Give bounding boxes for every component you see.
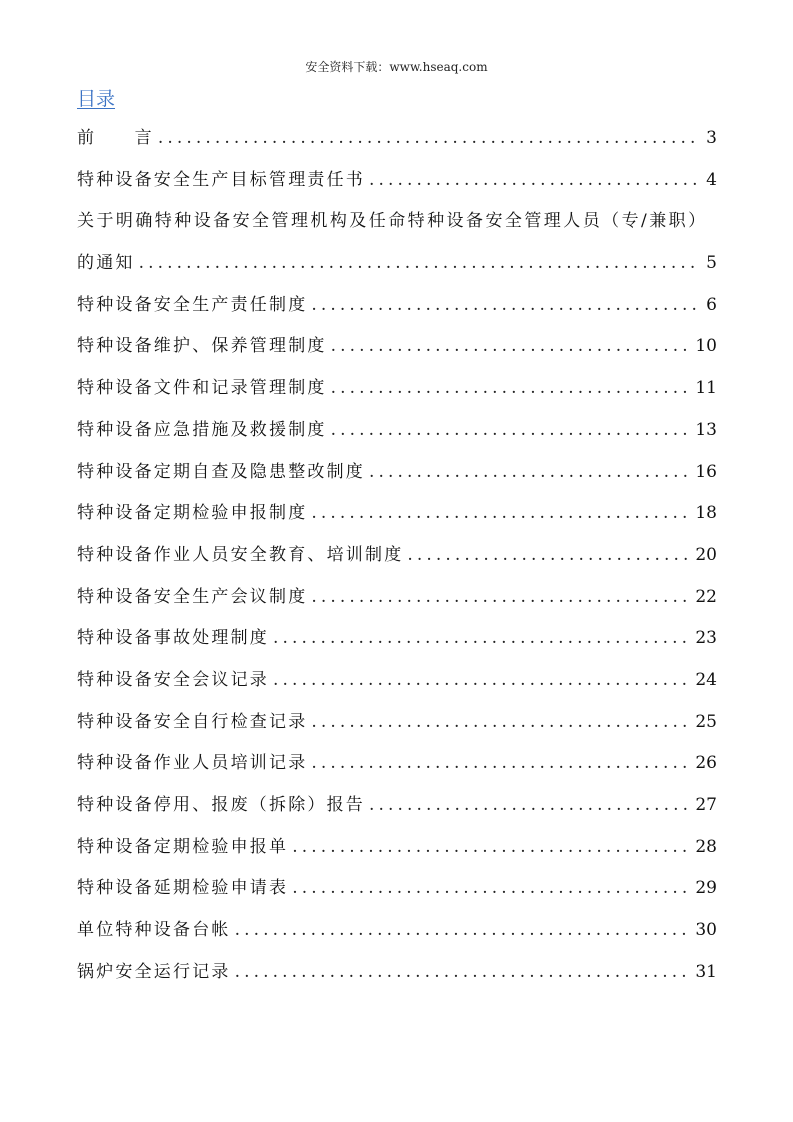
toc-entry-title: 单位特种设备台帐	[77, 920, 231, 941]
toc-entry[interactable]	[77, 368, 717, 410]
toc-entry[interactable]	[77, 702, 717, 744]
toc-entry[interactable]	[77, 952, 717, 994]
toc-entry[interactable]	[77, 910, 717, 952]
toc-entry-page: 24	[695, 669, 717, 690]
toc-entry[interactable]	[77, 743, 717, 785]
toc-entry[interactable]	[77, 868, 717, 910]
toc-entry[interactable]	[77, 326, 717, 368]
dot-leader	[369, 160, 700, 202]
toc-entry-page: 10	[695, 336, 717, 357]
toc-entry-page: 28	[695, 836, 717, 857]
toc-entry[interactable]	[77, 160, 717, 202]
dot-leader	[292, 868, 689, 910]
toc-entry-title: 特种设备安全生产目标管理责任书	[77, 169, 365, 190]
toc-entry[interactable]	[77, 493, 717, 535]
toc-entry-title: 特种设备定期检验申报单	[77, 836, 289, 857]
toc-entry-title: 特种设备维护、保养管理制度	[77, 336, 327, 357]
dot-leader	[273, 618, 689, 660]
dot-leader	[407, 535, 689, 577]
toc-entry-page: 13	[695, 419, 717, 440]
dot-leader	[139, 243, 701, 285]
toc-entry-page: 27	[695, 795, 717, 815]
toc-entry-title: 特种设备安全生产会议制度	[77, 586, 308, 607]
toc-entry-page: 26	[695, 753, 717, 774]
toc-entry-page: 23	[695, 628, 717, 649]
toc-entry-title: 关于明确特种设备安全管理机构及任命特种设备安全管理人员（专/兼职）	[77, 211, 708, 232]
dot-leader	[273, 660, 689, 702]
page-header: 安全资料下载：www.hseaq.com	[305, 60, 488, 74]
dot-leader	[369, 785, 689, 827]
dot-leader	[311, 285, 700, 327]
toc-entry[interactable]	[77, 577, 717, 619]
toc-entry-page: 6	[706, 294, 717, 315]
toc-entry[interactable]	[77, 827, 717, 869]
toc-entry-title: 前 言	[77, 128, 154, 148]
dot-leader	[311, 493, 689, 535]
toc-entry-page: 16	[695, 461, 717, 482]
toc-title[interactable]: 目录	[77, 88, 116, 110]
toc-entry-title: 特种设备事故处理制度	[77, 628, 269, 649]
dot-leader	[235, 952, 690, 994]
toc-entry-page: 4	[706, 169, 717, 190]
toc-entry-page: 22	[695, 586, 717, 607]
toc-entry-page: 5	[706, 253, 717, 274]
dot-leader	[331, 410, 690, 452]
toc-entry-title: 特种设备定期检验申报制度	[77, 503, 308, 524]
toc-entry-page: 25	[695, 711, 717, 732]
toc-entry-page: 29	[695, 878, 717, 899]
dot-leader	[369, 452, 689, 494]
toc-entry[interactable]	[77, 660, 717, 702]
toc-entry-page: 18	[695, 503, 717, 524]
dot-leader	[311, 577, 689, 619]
toc-entry[interactable]	[77, 785, 717, 827]
toc-entry[interactable]	[77, 285, 717, 327]
toc-entry-title: 特种设备安全自行检查记录	[77, 711, 308, 732]
dot-leader	[311, 743, 689, 785]
toc-entry-title: 特种设备停用、报废（拆除）报告	[77, 795, 365, 815]
toc-entry[interactable]	[77, 452, 717, 494]
toc-entry[interactable]	[77, 243, 717, 285]
dot-leader	[292, 827, 689, 869]
toc-entry[interactable]	[77, 201, 717, 243]
toc-entry[interactable]	[77, 618, 717, 660]
dot-leader	[235, 910, 690, 952]
toc-entry-title: 的通知	[77, 253, 135, 274]
dot-leader	[331, 368, 690, 410]
toc-entry-title: 特种设备应急措施及救援制度	[77, 419, 327, 440]
dot-leader	[331, 326, 690, 368]
dot-leader	[158, 118, 700, 160]
toc-entry-page: 30	[695, 920, 717, 941]
toc-entry-title: 特种设备延期检验申请表	[77, 878, 289, 899]
toc-entry-title: 特种设备作业人员培训记录	[77, 753, 308, 774]
toc-entry[interactable]	[77, 535, 717, 577]
toc-entry-page: 20	[695, 544, 717, 565]
toc-entry-page: 31	[695, 961, 717, 982]
toc-entry-title: 特种设备安全会议记录	[77, 669, 269, 690]
toc-list	[77, 118, 717, 993]
toc-entry[interactable]	[77, 410, 717, 452]
toc-entry-title: 锅炉安全运行记录	[77, 961, 231, 982]
toc-entry-title: 特种设备定期自查及隐患整改制度	[77, 461, 365, 482]
toc-entry[interactable]	[77, 118, 717, 160]
toc-entry-page: 3	[706, 128, 717, 148]
toc-entry-page: 11	[695, 378, 717, 399]
toc-entry-title: 特种设备文件和记录管理制度	[77, 378, 327, 399]
toc-entry-title: 特种设备安全生产责任制度	[77, 294, 308, 315]
toc-entry-title: 特种设备作业人员安全教育、培训制度	[77, 544, 404, 565]
dot-leader	[311, 702, 689, 744]
